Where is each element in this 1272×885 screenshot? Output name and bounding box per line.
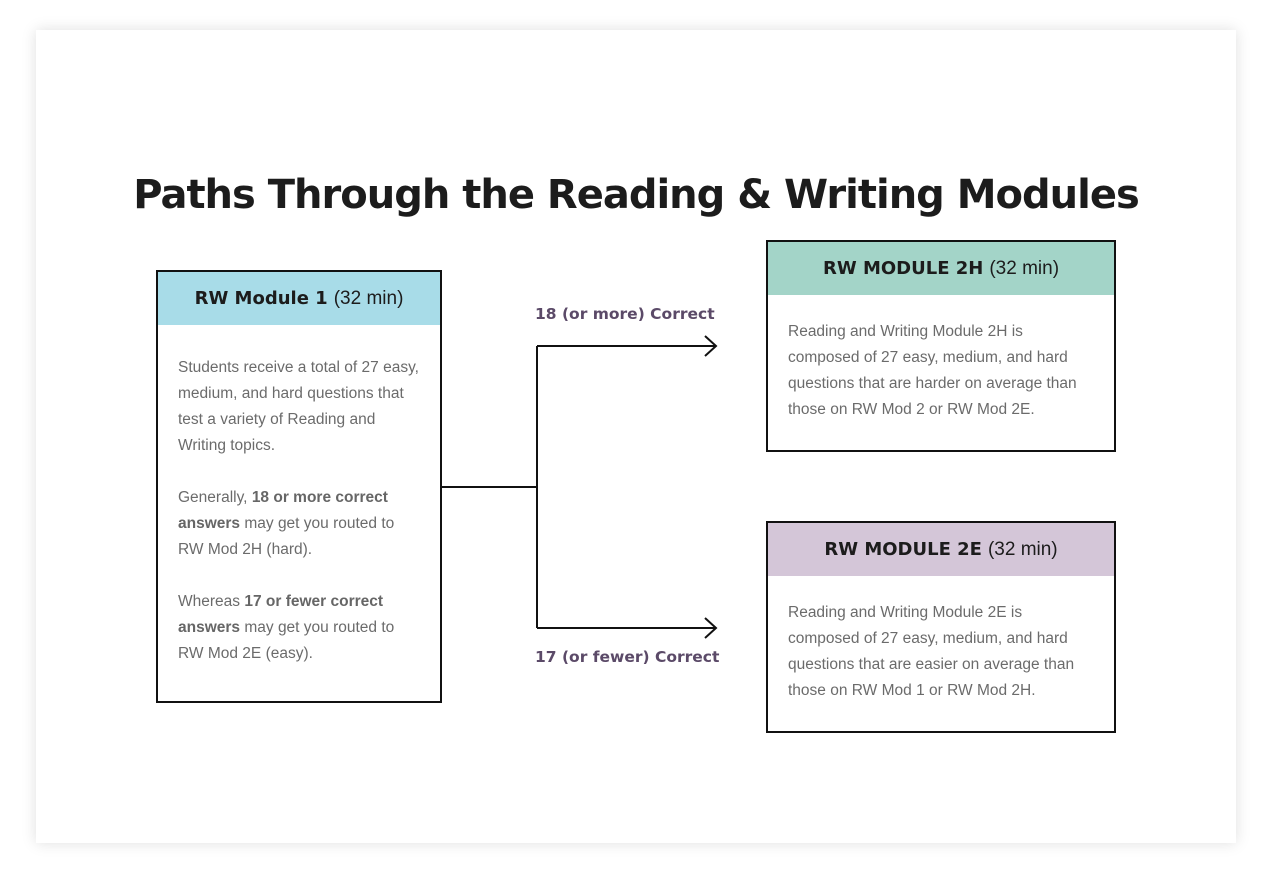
module2h-duration: (32 min)	[989, 257, 1060, 279]
module1-paragraph-2	[178, 485, 422, 563]
module1-p3-tail: may get you routed to RW Mod 2E (easy).	[178, 619, 395, 662]
module2e-duration: (32 min)	[987, 538, 1058, 560]
module1-box	[156, 270, 442, 703]
module1-p2-lead: Generally,	[178, 489, 252, 506]
module2h-paragraph: Reading and Writing Module 2H is composed of 27 easy, medium, and hard questions that are harder on average than those on RW Mod 2 or RW Mod 2E.	[788, 323, 1077, 418]
module2e-paragraph: Reading and Writing Module 2E is composed of 27 easy, medium, and hard questions that are easier on average than those on RW Mod 1 or RW Mod 2H.	[788, 604, 1075, 699]
module1-header	[158, 272, 440, 325]
module2h-description	[768, 295, 1114, 423]
module1-duration: (32 min)	[333, 287, 404, 309]
module2h-name: RW MODULE 2H	[822, 258, 984, 279]
module2h-box	[766, 240, 1116, 452]
module1-description	[158, 325, 440, 667]
module2h-header	[768, 242, 1114, 295]
module2e-name: RW MODULE 2E	[824, 539, 982, 560]
lower-path-label: 17 (or fewer) Correct	[535, 648, 720, 666]
module2e-description	[768, 576, 1114, 704]
module1-name: RW Module 1	[194, 288, 328, 309]
diagram-title: Paths Through the Reading & Writing Modules	[133, 172, 1139, 218]
module1-paragraph-1: Students receive a total of 27 easy, medium, and hard questions that test a variety of Reading and Writing topics.	[178, 359, 419, 454]
upper-path-label: 18 (or more) Correct	[535, 305, 715, 323]
module1-p2-emphasis: 18 or more correct answers	[178, 489, 388, 532]
module2e-header	[768, 523, 1114, 576]
module1-p2-tail: may get you routed to RW Mod 2H (hard).	[178, 515, 395, 558]
module2e-box	[766, 521, 1116, 733]
module1-p3-lead: Whereas	[178, 593, 245, 610]
module1-paragraph-3	[178, 589, 422, 667]
module1-p3-emphasis: 17 or fewer correct answers	[178, 593, 384, 636]
diagram-card	[36, 30, 1236, 843]
